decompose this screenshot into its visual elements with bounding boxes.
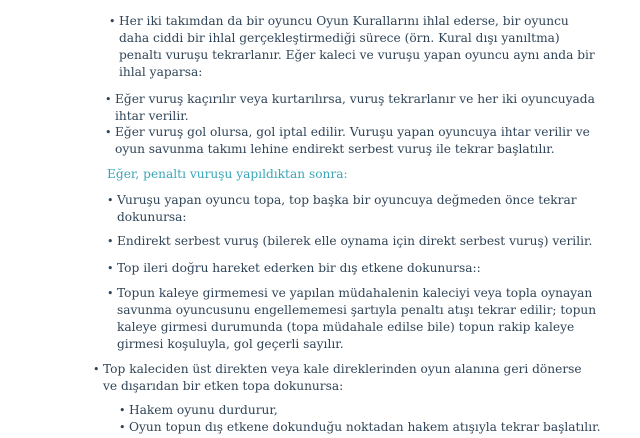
rule-paragraph-3 [105, 124, 630, 158]
bullet-icon: • [107, 194, 114, 207]
bullet-icon: • [109, 15, 116, 28]
bullet-icon: • [93, 363, 100, 376]
paragraph-text: Oyun topun dış etkene dokunduğu noktadan hakem atışıyla tekrar başlatılır. [129, 420, 601, 434]
bullet-icon: • [119, 404, 126, 417]
rule-paragraph-7 [107, 285, 627, 353]
bullet-icon: • [105, 126, 112, 139]
section-heading: Eğer, penaltı vuruşu yapıldıktan sonra: [107, 167, 348, 181]
bullet-icon: • [105, 93, 112, 106]
rule-paragraph-6 [107, 260, 627, 277]
paragraph-text: Endirekt serbest vuruş (bilerek elle oynama için direkt serbest vuruş) verilir. [117, 234, 593, 248]
paragraph-text: Top kaleciden üst direkten veya kale direklerinden oyun alanına geri dönerse ve dışarıdan bir etken topa dokunursa: [103, 362, 582, 393]
bullet-icon: • [107, 287, 114, 300]
bullet-icon: • [107, 262, 114, 275]
rule-paragraph-9 [119, 402, 624, 419]
rule-paragraph-2 [105, 91, 630, 125]
rule-paragraph-1 [109, 13, 624, 81]
rule-paragraph-4 [107, 192, 627, 226]
rule-paragraph-8 [93, 361, 628, 395]
bullet-icon: • [119, 421, 126, 434]
paragraph-text: Her iki takımdan da bir oyuncu Oyun Kurallarını ihlal ederse, bir oyuncu daha ciddi bir ihlal gerçekleştirmediği sürece (örn. Kural dışı yanıltma) penaltı vuruşu tekrarlanır. Eğer kaleci ve vuruşu yapan oyuncu aynı anda bir ihlal yaparsa: [119, 14, 595, 79]
paragraph-text: Topun kaleye girmemesi ve yapılan müdahalenin kaleciyi veya topla oynayan savunma oyuncusunu engellememesi şartıyla penaltı atışı tekrar edilir; topun kaleye girmesi durumunda (topa müdahale edilse bile) topun rakip kaleye girmesi koşuluyla, gol geçerli sayılır. [117, 286, 597, 351]
paragraph-text: Top ileri doğru hareket ederken bir dış etkene dokunursa:: [117, 261, 481, 275]
rule-paragraph-10 [119, 419, 634, 436]
paragraph-text: Eğer vuruş kaçırılır veya kurtarılırsa, vuruş tekrarlanır ve her iki oyuncuyada ihtar verilir. [115, 92, 595, 123]
paragraph-text: Eğer vuruş gol olursa, gol iptal edilir. Vuruşu yapan oyuncuya ihtar verilir ve oyun savunma takımı lehine endirekt serbest vuruş ile tekrar başlatılır. [115, 125, 590, 156]
rule-paragraph-5 [107, 233, 627, 250]
paragraph-text: Hakem oyunu durdurur, [129, 403, 278, 417]
paragraph-text: Vuruşu yapan oyuncu topa, top başka bir oyuncuya değmeden önce tekrar dokunursa: [117, 193, 577, 224]
bullet-icon: • [107, 235, 114, 248]
